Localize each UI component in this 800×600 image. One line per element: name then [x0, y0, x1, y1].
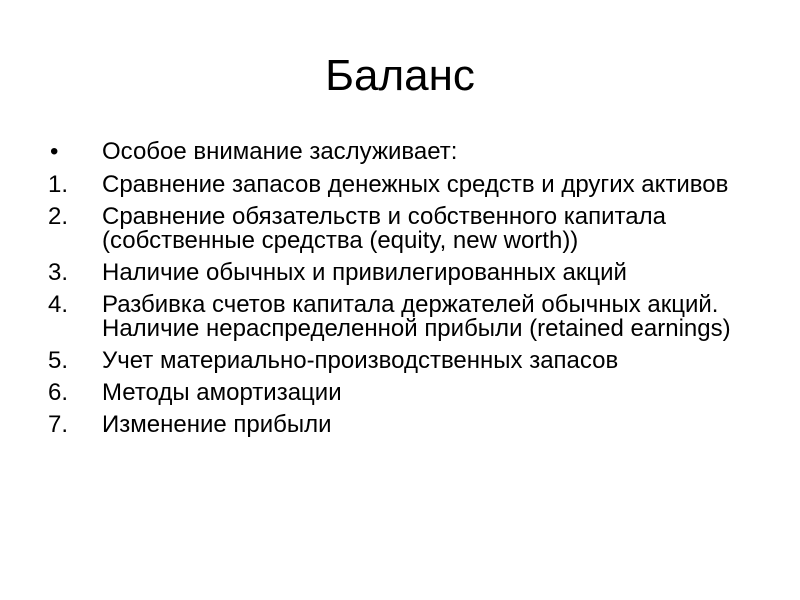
number-marker: 1.: [48, 171, 69, 198]
list-item-5: [40, 349, 740, 373]
list-item-2: [40, 205, 740, 253]
list-item-text: Наличие обычных и привилегированных акций: [102, 259, 627, 286]
list-item-1: [40, 173, 740, 197]
number-marker: 7.: [48, 411, 69, 438]
list-item-text: Сравнение обязательств и собственного капитала (собственные средства (equity, new worth)): [102, 203, 666, 254]
number-marker: 3.: [48, 259, 69, 286]
number-marker: 2.: [48, 203, 69, 230]
list-item-6: [40, 381, 740, 405]
number-marker: 4.: [48, 291, 69, 318]
list-item-4: [40, 293, 740, 341]
list-item-3: [40, 261, 740, 285]
list-item-text: Особое внимание заслуживает:: [102, 138, 458, 165]
list-item-7: [40, 413, 740, 437]
number-marker: 5.: [48, 347, 69, 374]
list-item-bullet: [40, 140, 740, 164]
list-item-text: Учет материально-производственных запасов: [102, 347, 619, 374]
content-list: [40, 140, 740, 445]
number-marker: 6.: [48, 379, 69, 406]
list-item-text: Сравнение запасов денежных средств и других активов: [102, 171, 729, 198]
bullet-marker: •: [50, 138, 59, 165]
slide-title: Баланс: [325, 51, 475, 100]
list-item-text: Методы амортизации: [102, 379, 342, 406]
list-item-text: Разбивка счетов капитала держателей обычных акций. Наличие нераспределенной прибыли (retained earnings): [102, 291, 731, 342]
list-item-text: Изменение прибыли: [102, 411, 332, 438]
